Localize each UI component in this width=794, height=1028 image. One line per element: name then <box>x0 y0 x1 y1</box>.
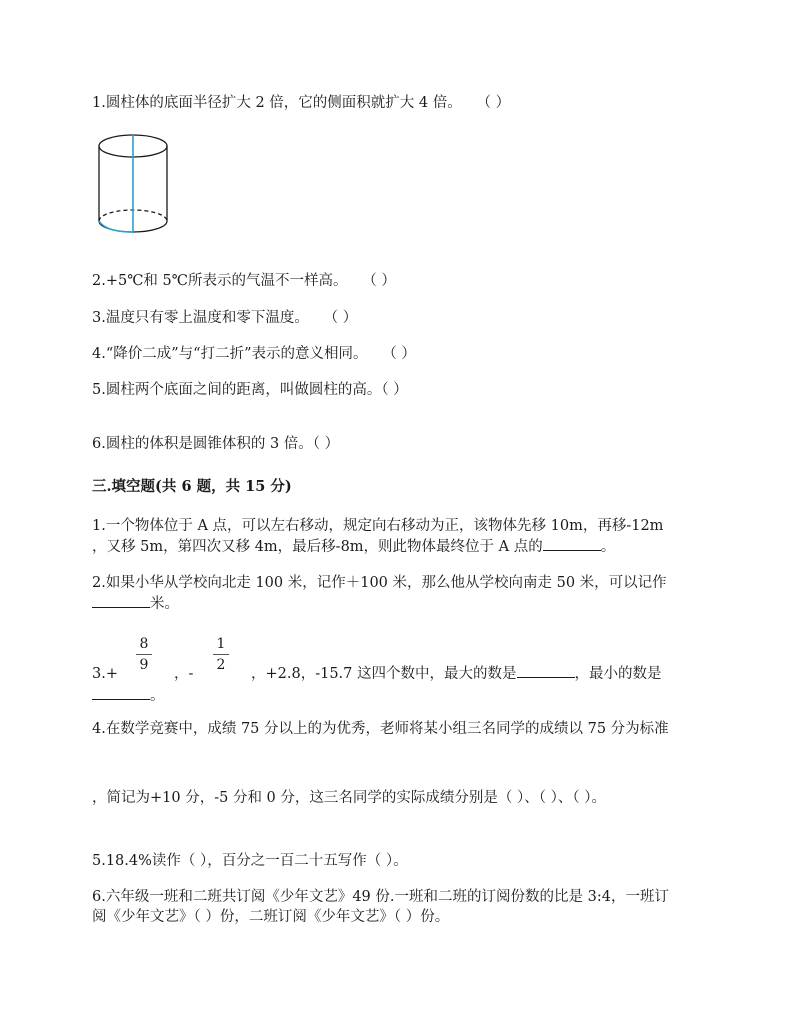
question-4-text: 4.“降价二成”与“打二折”表示的意义相同。 <box>92 346 368 362</box>
fill-question-1-text: ，又移 5m，第四次又移 4m，最后移-8m，则此物体最终位于 A 点的 <box>92 539 543 555</box>
answer-blank <box>92 606 150 608</box>
question-5-text: 5.圆柱两个底面之间的距离，叫做圆柱的高。（ ） <box>92 382 408 398</box>
question-4 <box>92 345 416 364</box>
fill-question-1-line-1: 1.一个物体位于 A 点，可以左右移动，规定向右移动为正，该物体先移 10m，再移-12m <box>92 518 664 534</box>
fill-question-3-sep: ，- <box>174 666 194 682</box>
answer-paren: （ ） <box>483 95 511 111</box>
question-3-text: 3.温度只有零上温度和零下温度。 <box>92 310 309 326</box>
question-5 <box>92 381 408 400</box>
fill-question-3-text: ，+2.8，-15.7 这四个数中，最大的数是 <box>251 666 517 682</box>
fill-question-6-line-1: 6.六年级一班和二班共订阅《少年文艺》49 份.一班和二班的订阅份数的比是 3:4，一班订 <box>92 889 669 905</box>
fill-question-2-end: 米。 <box>150 596 179 612</box>
answer-paren: （ ） <box>330 310 358 326</box>
fill-question-1-line-2 <box>92 538 615 557</box>
fill-question-6-line-2: 阅《少年文艺》（ ）份，二班订阅《少年文艺》（ ）份。 <box>92 909 450 925</box>
fill-question-4-line-2: ，简记为+10 分，-5 分和 0 分，这三名同学的实际成绩分别是（ ）、（ ）、（ ）。 <box>92 790 606 806</box>
question-6-text: 6.圆柱的体积是圆锥体积的 3 倍。（ ） <box>92 436 340 452</box>
fraction-numerator: 1 <box>216 636 226 652</box>
fill-question-4-line-1: 4.在数学竞赛中，成绩 75 分以上的为优秀，老师将某小组三名同学的成绩以 75 分为标准 <box>92 721 669 737</box>
cylinder-figure <box>96 132 176 240</box>
fill-question-3-end: 。 <box>150 688 165 704</box>
answer-blank <box>517 676 575 678</box>
answer-paren: （ ） <box>389 346 416 362</box>
question-2 <box>92 272 396 291</box>
fraction-denominator: 9 <box>139 657 149 673</box>
fill-question-3-text-2: ，最小的数是 <box>574 666 662 682</box>
fill-question-3-line-2 <box>92 687 165 706</box>
fill-question-3-prefix: 3.+ <box>92 666 118 682</box>
fill-question-2-line-1: 2.如果小华从学校向北走 100 米，记作＋100 米，那么他从学校向南走 50 米，可以记作 <box>92 575 667 591</box>
fraction-one-half <box>213 636 229 673</box>
fraction-denominator: 2 <box>216 657 226 673</box>
fraction-eight-ninths <box>136 636 152 673</box>
fill-question-2-line-2 <box>92 595 179 614</box>
question-1 <box>92 94 510 113</box>
answer-blank <box>543 549 601 551</box>
cylinder-height-curve <box>99 221 133 232</box>
question-1-text: 1.圆柱体的底面半径扩大 2 倍，它的侧面积就扩大 4 倍。 <box>92 95 462 111</box>
fill-question-1-end: 。 <box>600 539 616 555</box>
fill-question-5: 5.18.4%读作（ ），百分之一百二十五写作（ ）。 <box>92 853 408 869</box>
section-title: 三.填空题(共 6 题，共 15 分) <box>92 478 292 495</box>
answer-paren: （ ） <box>369 273 396 289</box>
fill-question-3-main <box>251 665 662 684</box>
fraction-bar <box>136 654 152 655</box>
fraction-numerator: 8 <box>139 636 149 652</box>
question-6 <box>92 435 339 454</box>
fraction-bar <box>213 654 229 655</box>
question-3 <box>92 309 357 328</box>
question-2-text: 2.+5℃和 5℃所表示的气温不一样高。 <box>92 273 348 289</box>
answer-blank <box>92 698 150 700</box>
